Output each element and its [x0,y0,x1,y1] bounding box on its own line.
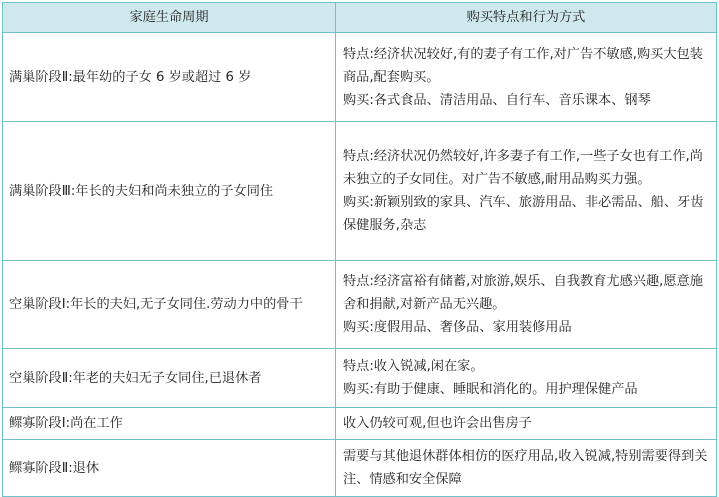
table-row [3,261,717,349]
description-cell [336,122,717,261]
stage-cell: 空巢阶段Ⅰ:年长的夫妇,无子女同住.劳动力中的骨干 [3,261,336,349]
description-line: 特点:经济状况仍然较好,许多妻子有工作,一些子女也有工作,尚未独立的子女同住。对广告不敏感,耐用品购买力强。 [343,149,703,187]
description-line: 购买:有助于健康、睡眠和消化的。用护理保健产品 [343,382,638,397]
description-line: 特点:收入锐减,闲在家。 [343,359,484,374]
header-cell-behavior: 购买特点和行为方式 [336,3,717,33]
table-row [3,122,717,261]
description-line: 购买:新颖别致的家具、汽车、旅游用品、非必需品、船、牙齿保健服务,杂志 [343,195,704,233]
table-body [3,33,717,497]
stage-cell: 鳏寡阶段Ⅰ:尚在工作 [3,408,336,440]
table-row [3,440,717,497]
table-row [3,33,717,122]
stage-cell: 满巢阶段Ⅱ:最年幼的子女 6 岁或超过 6 岁 [3,33,336,122]
description-line: 特点:经济状况较好,有的妻子有工作,对广告不敏感,购买大包装商品,配套购买。 [343,46,703,85]
description-line: 需要与其他退休群体相仿的医疗用品,收入锐减,特别需要得到关注、情感和安全保障 [343,449,708,487]
description-line: 购买:各式食品、清洁用品、自行车、音乐课本、钢琴 [343,92,651,108]
description-cell [336,408,717,440]
family-life-cycle-table [2,2,717,497]
description-cell [336,440,717,497]
table-header [3,3,717,33]
stage-cell: 空巢阶段Ⅱ:年老的夫妇无子女同住,已退休者 [3,349,336,408]
table-row [3,349,717,408]
description-cell [336,33,717,122]
table-row [3,408,717,440]
stage-cell: 鳏寡阶段Ⅱ:退休 [3,440,336,497]
header-cell-life-cycle: 家庭生命周期 [3,3,336,33]
stage-cell: 满巢阶段Ⅲ:年长的夫妇和尚未独立的子女同住 [3,122,336,261]
header-row [3,3,717,33]
description-line: 收入仍较可观,但也许会出售房子 [343,416,532,431]
description-cell [336,261,717,349]
description-line: 特点:经济富裕有储蓄,对旅游,娱乐、自我教育尤感兴趣,愿意施舍和捐献,对新产品无兴趣。 [343,274,703,312]
description-cell [336,349,717,408]
description-line: 购买:度假用品、奢侈品、家用装修用品 [343,320,572,335]
